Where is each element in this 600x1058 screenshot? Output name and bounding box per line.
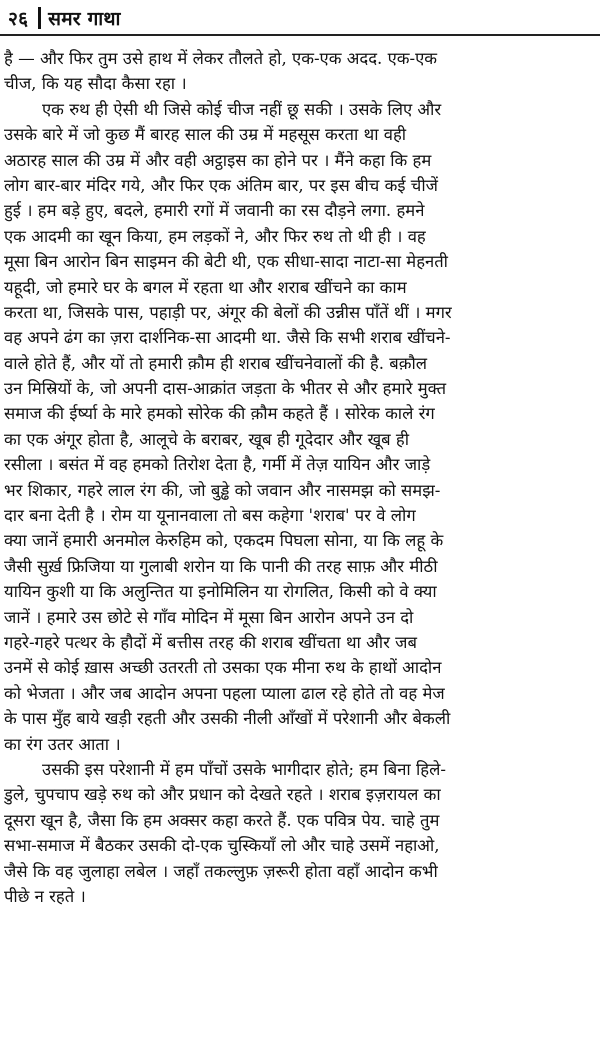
- text-line: को भेजता । और जब आदोन अपना पहला प्याला ढाल रहे होते तो वह मेज: [4, 683, 445, 703]
- text-line: गहरे-गहरे पत्थर के हौदों में बत्तीस तरह की शराब खींचता था और जब: [4, 632, 417, 652]
- text-line: यहूदी, जो हमारे घर के बगल में रहता था और शराब खींचने का काम: [4, 277, 407, 297]
- text-line: है — और फिर तुम उसे हाथ में लेकर तौलते हो, एक-एक अदद. एक-एक: [4, 49, 438, 68]
- text-line: सभा-समाज में बैठकर उसकी दो-एक चुस्कियाँ लो और चाहे उसमें नहाओ,: [4, 836, 440, 856]
- text-line: उनमें से कोई ख़ास अच्छी उतरती तो उसका एक मीना रुथ के हाथों आदोन: [4, 658, 442, 678]
- text-line: भर शिकार, गहरे लाल रंग की, जो बुड्ढे को जवान और नासमझ को समझ-: [4, 480, 441, 500]
- text-line: क्या जानें हमारी अनमोल केरुहिम को, एकदम पिघला सोना, या कि लहू के: [4, 531, 444, 551]
- text-line: पीछे न रहते ।: [4, 886, 86, 906]
- text-line: डुले, चुपचाप खड़े रुथ को और प्रधान को देखते रहते । शराब इज़रायल का: [4, 785, 441, 805]
- text-line: लोग बार-बार मंदिर गये, और फिर एक अंतिम बार, पर इस बीच कई चीजें: [4, 175, 438, 195]
- text-line: उसके बारे में जो कुछ मैं बारह साल की उम्र में महसूस करता था वही: [4, 125, 407, 145]
- header-rule: [0, 34, 600, 36]
- body-text: [4, 46, 594, 909]
- text-line: उसकी इस परेशानी में हम पाँचों उसके भागीदार होते; हम बिना हिले-: [42, 759, 446, 779]
- text-line: दूसरा खून है, जैसा कि हम अक्सर कहा करते हैं. एक पवित्र पेय. चाहे तुम: [4, 810, 440, 830]
- text-line: हुई । हम बड़े हुए, बदले, हमारी रगों में जवानी का रस दौड़ने लगा. हमने: [4, 201, 425, 221]
- text-line: समाज की ईर्ष्या के मारे हमको सोरेक की क़ौम कहते हैं । सोरेक काले रंग: [4, 404, 435, 424]
- text-line: जैसे कि वह जुलाहा लबेल । जहाँ तकल्लुफ़ ज़रूरी होता वहाँ आदोन कभी: [4, 861, 438, 881]
- text-line: अठारह साल की उम्र में और वही अट्ठाइस का होने पर । मैंने कहा कि हम: [4, 150, 432, 170]
- text-line: वह अपने ढंग का ज़रा दार्शनिक-सा आदमी था. जैसे कि सभी शराब खींचने-: [4, 328, 451, 348]
- running-header: [8, 6, 121, 30]
- text-line: यायिन कुशी या कि अलुन्तित या इनोमिलिन या रोगलित, किसी को वे क्या: [4, 582, 437, 602]
- text-line: का एक अंगूर होता है, आलूचे के बराबर, खूब ही गूदेदार और खूब ही: [4, 429, 410, 449]
- text-line: उन मिस्रियों के, जो अपनी दास-आक्रांत जड़ता के भीतर से और हमारे मुक्त: [4, 379, 447, 399]
- text-line: के पास मुँह बाये खड़ी रहती और उसकी नीली आँखों में परेशानी और बेकली: [4, 709, 451, 729]
- book-title: समर गाथा: [48, 8, 121, 30]
- text-line: चीज, कि यह सौदा कैसा रहा ।: [4, 74, 187, 94]
- text-line: जानें । हमारे उस छोटे से गाँव मोदिन में मूसा बिन आरोन अपने उन दो: [4, 607, 414, 627]
- header-separator: [38, 7, 41, 29]
- text-line: मूसा बिन आरोन बिन साइमन की बेटी थी, एक सीधा-सादा नाटा-सा मेहनती: [4, 252, 448, 272]
- text-line: जैसी सुर्ख़ फ्रिजिया या गुलाबी शरोन या कि पानी की तरह साफ़ और मीठी: [4, 556, 438, 576]
- text-line: वाले होते हैं, और यों तो हमारी क़ौम ही शराब खींचनेवालों की है. बक़ौल: [4, 353, 428, 373]
- text-line: एक आदमी का खून किया, हम लड़कों ने, और फिर रुथ तो थी ही । वह: [4, 226, 426, 246]
- text-line: का रंग उतर आता ।: [4, 734, 121, 754]
- page-number: २६: [8, 8, 29, 30]
- text-line: रसीला । बसंत में वह हमको तिरोश देता है, गर्मी में तेज़ यायिन और जाड़े: [4, 455, 431, 475]
- text-line: एक रुथ ही ऐसी थी जिसे कोई चीज नहीं छू सकी । उसके लिए और: [42, 99, 442, 119]
- text-line: करता था, जिसके पास, पहाड़ी पर, अंगूर की बेलों की उन्नीस पाँतें थीं । मगर: [4, 302, 452, 322]
- text-line: दार बना देती है । रोम या यूनानवाला तो बस कहेगा 'शराब' पर वे लोग: [4, 506, 416, 526]
